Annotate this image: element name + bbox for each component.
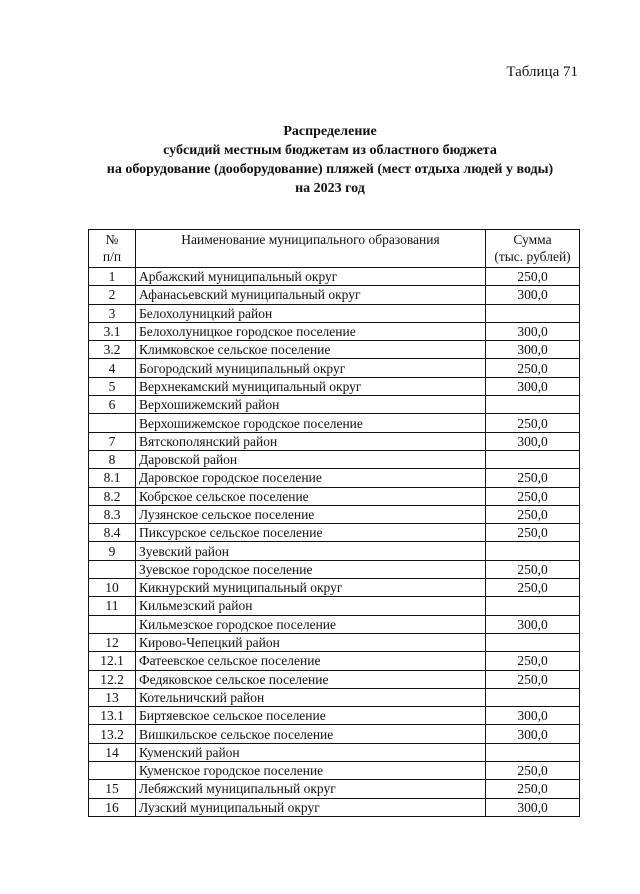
row-number-cell: 12.2	[89, 670, 136, 688]
row-number-cell: 8.3	[89, 505, 136, 523]
row-amount-cell: 300,0	[486, 322, 580, 340]
table-row	[89, 542, 580, 560]
row-name-cell: Котельничский район	[136, 688, 486, 706]
row-name-cell: Даровское городское поселение	[136, 469, 486, 487]
row-amount-cell: 250,0	[486, 414, 580, 432]
row-number-cell	[89, 414, 136, 432]
table-header-row	[89, 230, 580, 268]
row-number-cell: 3.2	[89, 341, 136, 359]
table-number-label: Таблица 71	[506, 64, 578, 80]
table-row	[89, 377, 580, 395]
row-number-cell: 1	[89, 268, 136, 286]
table-row	[89, 652, 580, 670]
row-name-cell: Куменский район	[136, 743, 486, 761]
table-row	[89, 743, 580, 761]
row-amount-cell: 250,0	[486, 762, 580, 780]
row-number-cell: 9	[89, 542, 136, 560]
row-name-cell: Куменское городское поселение	[136, 762, 486, 780]
table-row	[89, 707, 580, 725]
header-number	[89, 230, 136, 268]
row-number-cell	[89, 560, 136, 578]
table-row	[89, 304, 580, 322]
table-row	[89, 780, 580, 798]
row-amount-cell: 250,0	[486, 780, 580, 798]
row-number-cell: 7	[89, 432, 136, 450]
row-number-cell	[89, 762, 136, 780]
header-amount-line1: Сумма	[513, 232, 552, 247]
row-amount-cell: 300,0	[486, 615, 580, 633]
table-row	[89, 432, 580, 450]
row-number-cell: 12.1	[89, 652, 136, 670]
row-name-cell: Верхнекамский муниципальный округ	[136, 377, 486, 395]
row-number-cell: 8	[89, 450, 136, 468]
row-amount-cell: 250,0	[486, 579, 580, 597]
row-number-cell: 15	[89, 780, 136, 798]
row-number-cell: 13.1	[89, 707, 136, 725]
row-name-cell: Белохолуницкое городское поселение	[136, 322, 486, 340]
header-number-line1: №	[105, 232, 119, 247]
row-name-cell: Даровской район	[136, 450, 486, 468]
row-name-cell: Вишкильское сельское поселение	[136, 725, 486, 743]
row-name-cell: Лузянское сельское поселение	[136, 505, 486, 523]
row-number-cell: 11	[89, 597, 136, 615]
table-row	[89, 798, 580, 816]
table-row	[89, 560, 580, 578]
row-number-cell: 8.4	[89, 524, 136, 542]
row-amount-cell	[486, 304, 580, 322]
header-amount-line2: (тыс. рублей)	[494, 249, 571, 264]
row-amount-cell	[486, 450, 580, 468]
row-number-cell: 12	[89, 633, 136, 651]
row-number-cell: 16	[89, 798, 136, 816]
table-row	[89, 469, 580, 487]
title-line: на оборудование (дооборудование) пляжей (мест отдыха людей у воды)	[106, 162, 554, 177]
row-name-cell: Биртяевское сельское поселение	[136, 707, 486, 725]
row-name-cell: Климковское сельское поселение	[136, 341, 486, 359]
row-name-cell: Лебяжский муниципальный округ	[136, 780, 486, 798]
row-number-cell: 6	[89, 396, 136, 414]
table-row	[89, 615, 580, 633]
row-amount-cell: 250,0	[486, 469, 580, 487]
row-number-cell: 8.2	[89, 487, 136, 505]
table-row	[89, 487, 580, 505]
row-number-cell: 3	[89, 304, 136, 322]
table-row	[89, 670, 580, 688]
table-row	[89, 688, 580, 706]
table-row	[89, 396, 580, 414]
row-amount-cell	[486, 542, 580, 560]
row-name-cell: Богородский муниципальный округ	[136, 359, 486, 377]
row-number-cell: 13	[89, 688, 136, 706]
row-name-cell: Кильмезское городское поселение	[136, 615, 486, 633]
subsidy-allocation-table	[88, 229, 580, 817]
row-number-cell: 2	[89, 286, 136, 304]
row-amount-cell: 300,0	[486, 725, 580, 743]
header-amount	[486, 230, 580, 268]
row-number-cell: 4	[89, 359, 136, 377]
row-name-cell: Зуевское городское поселение	[136, 560, 486, 578]
table-row	[89, 286, 580, 304]
row-name-cell: Верхошижемское городское поселение	[136, 414, 486, 432]
row-number-cell: 3.1	[89, 322, 136, 340]
row-amount-cell: 250,0	[486, 670, 580, 688]
table-row	[89, 524, 580, 542]
row-name-cell: Верхошижемский район	[136, 396, 486, 414]
row-amount-cell: 300,0	[486, 432, 580, 450]
title-line: на 2023 год	[295, 181, 365, 196]
row-amount-cell: 300,0	[486, 707, 580, 725]
table-row	[89, 359, 580, 377]
row-amount-cell	[486, 688, 580, 706]
table-row	[89, 505, 580, 523]
row-name-cell: Кильмезский район	[136, 597, 486, 615]
row-amount-cell: 300,0	[486, 341, 580, 359]
row-amount-cell: 250,0	[486, 560, 580, 578]
table-row	[89, 579, 580, 597]
row-name-cell: Белохолуницкий район	[136, 304, 486, 322]
table-body	[89, 268, 580, 817]
row-name-cell: Вятскополянский район	[136, 432, 486, 450]
table-row	[89, 341, 580, 359]
row-name-cell: Фатеевское сельское поселение	[136, 652, 486, 670]
row-number-cell: 5	[89, 377, 136, 395]
document-title	[60, 122, 600, 198]
row-amount-cell	[486, 396, 580, 414]
title-line: субсидий местным бюджетам из областного бюджета	[163, 143, 497, 158]
table-row	[89, 268, 580, 286]
row-amount-cell	[486, 633, 580, 651]
row-name-cell: Лузский муниципальный округ	[136, 798, 486, 816]
row-amount-cell	[486, 597, 580, 615]
table-row	[89, 414, 580, 432]
row-name-cell: Кирово-Чепецкий район	[136, 633, 486, 651]
row-number-cell: 13.2	[89, 725, 136, 743]
row-number-cell: 14	[89, 743, 136, 761]
row-name-cell: Арбажский муниципальный округ	[136, 268, 486, 286]
row-name-cell: Кикнурский муниципальный округ	[136, 579, 486, 597]
table-row	[89, 633, 580, 651]
header-number-line2: п/п	[102, 249, 122, 264]
row-name-cell: Пиксурское сельское поселение	[136, 524, 486, 542]
row-amount-cell: 300,0	[486, 798, 580, 816]
row-name-cell: Афанасьевский муниципальный округ	[136, 286, 486, 304]
row-name-cell: Кобрское сельское поселение	[136, 487, 486, 505]
table-row	[89, 322, 580, 340]
row-amount-cell	[486, 743, 580, 761]
row-number-cell: 8.1	[89, 469, 136, 487]
row-name-cell: Федяковское сельское поселение	[136, 670, 486, 688]
header-municipality: Наименование муниципального образования	[136, 230, 486, 268]
row-amount-cell: 250,0	[486, 268, 580, 286]
row-amount-cell: 250,0	[486, 652, 580, 670]
row-amount-cell: 250,0	[486, 505, 580, 523]
row-name-cell: Зуевский район	[136, 542, 486, 560]
table-row	[89, 725, 580, 743]
row-amount-cell: 250,0	[486, 359, 580, 377]
table-row	[89, 762, 580, 780]
row-number-cell	[89, 615, 136, 633]
title-line: Распределение	[283, 124, 377, 139]
row-amount-cell: 300,0	[486, 286, 580, 304]
table-row	[89, 450, 580, 468]
table-row	[89, 597, 580, 615]
row-amount-cell: 250,0	[486, 487, 580, 505]
row-number-cell: 10	[89, 579, 136, 597]
row-amount-cell: 300,0	[486, 377, 580, 395]
row-amount-cell: 250,0	[486, 524, 580, 542]
